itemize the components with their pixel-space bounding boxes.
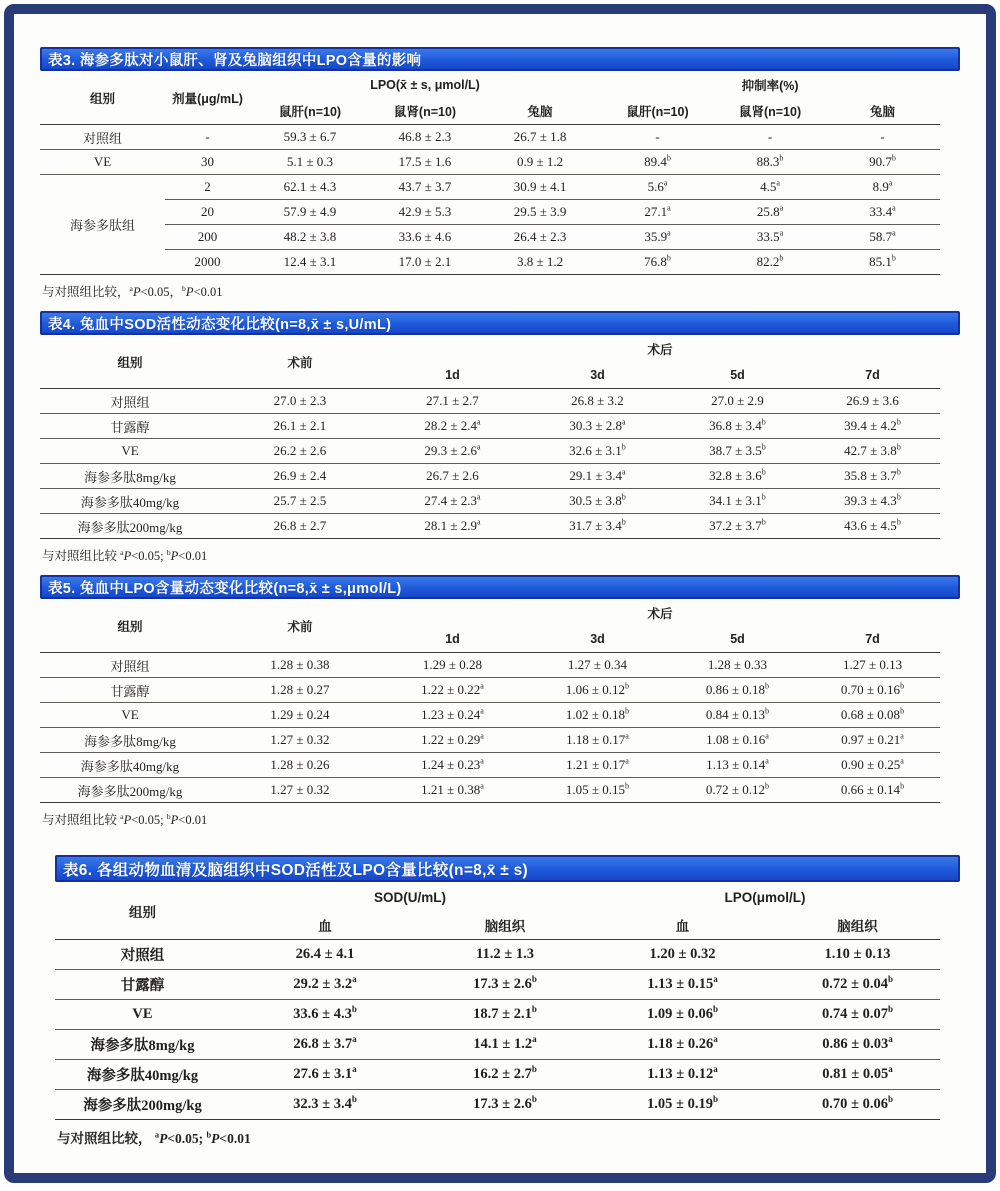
table-row <box>40 464 940 489</box>
value-cell: 89.4$^b$ <box>600 150 715 175</box>
value-cell: 82.2$^b$ <box>715 250 825 275</box>
table-row <box>40 225 940 250</box>
column-header: 术后 <box>647 343 673 357</box>
row-label-cell: 海参多肽40mg/kg <box>40 489 220 514</box>
row-label-cell: VE <box>40 150 165 175</box>
header-row <box>40 600 940 626</box>
value-cell: 11.2 ± 1.3 <box>420 940 590 970</box>
table-row <box>55 970 940 1000</box>
value-cell: - <box>715 125 825 150</box>
column-header: 7d <box>865 368 880 382</box>
row-label-cell: 海参多肽200mg/kg <box>40 514 220 539</box>
table-row <box>40 175 940 200</box>
value-cell: 18.7 ± 2.1$^b$ <box>420 1000 590 1030</box>
value-cell: 1.28 ± 0.38 <box>220 653 380 678</box>
value-cell: 5.6$^a$ <box>600 175 715 200</box>
value-cell: 30 <box>165 150 250 175</box>
value-cell: 0.97 ± 0.21$^a$ <box>805 728 940 753</box>
value-cell: 1.05 ± 0.15$^b$ <box>525 778 670 803</box>
value-cell: 0.70 ± 0.16$^b$ <box>805 678 940 703</box>
value-cell: 1.06 ± 0.12$^b$ <box>525 678 670 703</box>
value-cell: 0.68 ± 0.08$^b$ <box>805 703 940 728</box>
value-cell: 27.0 ± 2.3 <box>220 389 380 414</box>
table-row <box>40 250 940 275</box>
value-cell: 1.27 ± 0.34 <box>525 653 670 678</box>
table5-section <box>40 575 960 826</box>
value-cell: 1.21 ± 0.17$^a$ <box>525 753 670 778</box>
column-header: SOD(U/mL) <box>374 889 446 905</box>
value-cell: 1.13 ± 0.12$^a$ <box>590 1060 775 1090</box>
value-cell: 1.05 ± 0.19$^b$ <box>590 1090 775 1120</box>
value-cell: 25.8$^a$ <box>715 200 825 225</box>
value-cell: 31.7 ± 3.4$^b$ <box>525 514 670 539</box>
table-row <box>40 653 940 678</box>
value-cell: 29.3 ± 2.6$^a$ <box>380 439 525 464</box>
value-cell: 0.70 ± 0.06$^b$ <box>775 1090 940 1120</box>
column-header: 鼠肝(n=10) <box>278 105 342 119</box>
value-cell: 48.2 ± 3.8 <box>250 225 370 250</box>
value-cell: 0.84 ± 0.13$^b$ <box>670 703 805 728</box>
value-cell: 25.7 ± 2.5 <box>220 489 380 514</box>
column-header: 术前 <box>287 356 313 370</box>
table4-sod-dynamics <box>40 336 940 539</box>
column-header: 兔脑 <box>527 105 553 119</box>
value-cell: 1.29 ± 0.28 <box>380 653 525 678</box>
row-label-cell: 海参多肽8mg/kg <box>40 464 220 489</box>
column-header: 鼠肝(n=10) <box>626 105 689 119</box>
value-cell: 28.1 ± 2.9$^a$ <box>380 514 525 539</box>
value-cell: 43.6 ± 4.5$^b$ <box>805 514 940 539</box>
value-cell: 0.66 ± 0.14$^b$ <box>805 778 940 803</box>
column-header: 血 <box>318 919 332 934</box>
row-label-cell: 海参多肽8mg/kg <box>40 728 220 753</box>
value-cell: 26.4 ± 2.3 <box>480 225 600 250</box>
value-cell: 26.2 ± 2.6 <box>220 439 380 464</box>
value-cell: 35.9$^a$ <box>600 225 715 250</box>
row-label-cell: 20 <box>165 200 250 225</box>
row-label-cell: 对照组 <box>40 125 165 150</box>
value-cell: 26.4 ± 4.1 <box>230 940 420 970</box>
table5-footnote: 与对照组比较 $^a$P<0.05; $^b$P<0.01 <box>42 811 208 827</box>
value-cell: 1.28 ± 0.33 <box>670 653 805 678</box>
table-row <box>40 389 940 414</box>
column-header: 脑组织 <box>484 919 526 934</box>
column-header: 抑制率(%) <box>741 79 799 93</box>
value-cell: 5.1 ± 0.3 <box>250 150 370 175</box>
column-header: 术前 <box>287 620 313 634</box>
value-cell: 59.3 ± 6.7 <box>250 125 370 150</box>
value-cell: 1.13 ± 0.15$^a$ <box>590 970 775 1000</box>
table3-lpo-inhibition <box>40 72 940 275</box>
row-label-cell: VE <box>55 1000 230 1030</box>
column-header: 兔脑 <box>870 105 896 119</box>
row-label-cell: 200 <box>165 225 250 250</box>
value-cell: 37.2 ± 3.7$^b$ <box>670 514 805 539</box>
table-row <box>40 514 940 539</box>
value-cell: 1.21 ± 0.38$^a$ <box>380 778 525 803</box>
value-cell: 0.72 ± 0.04$^b$ <box>775 970 940 1000</box>
value-cell: 1.18 ± 0.26$^a$ <box>590 1030 775 1060</box>
value-cell: 14.1 ± 1.2$^a$ <box>420 1030 590 1060</box>
value-cell: 27.1$^a$ <box>600 200 715 225</box>
value-cell: 33.5$^a$ <box>715 225 825 250</box>
value-cell: 42.7 ± 3.8$^b$ <box>805 439 940 464</box>
value-cell: 58.7$^a$ <box>825 225 940 250</box>
value-cell: 29.1 ± 3.4$^a$ <box>525 464 670 489</box>
column-header: 血 <box>675 919 690 934</box>
value-cell: 12.4 ± 3.1 <box>250 250 370 275</box>
value-cell: 26.8 ± 3.7$^a$ <box>230 1030 420 1060</box>
row-label-cell: VE <box>40 703 220 728</box>
value-cell: 62.1 ± 4.3 <box>250 175 370 200</box>
value-cell: 34.1 ± 3.1$^b$ <box>670 489 805 514</box>
row-label-cell: 海参多肽8mg/kg <box>55 1030 230 1060</box>
table4-title-bar: 表4. 兔血中SOD活性动态变化比较(n=8,x̄ ± s,U/mL) <box>40 311 960 335</box>
value-cell: 0.90 ± 0.25$^a$ <box>805 753 940 778</box>
value-cell: 1.23 ± 0.24$^a$ <box>380 703 525 728</box>
value-cell: 90.7$^b$ <box>825 150 940 175</box>
value-cell: 30.9 ± 4.1 <box>480 175 600 200</box>
header-row <box>55 883 940 911</box>
value-cell: 28.2 ± 2.4$^a$ <box>380 414 525 439</box>
column-header: LPO(μmol/L) <box>724 889 806 905</box>
table4-section <box>40 311 960 562</box>
value-cell: 3.8 ± 1.2 <box>480 250 600 275</box>
value-cell: 1.08 ± 0.16$^a$ <box>670 728 805 753</box>
value-cell: 39.4 ± 4.2$^b$ <box>805 414 940 439</box>
column-header: 剂量(μg/mL) <box>172 92 243 106</box>
value-cell: 27.4 ± 2.3$^a$ <box>380 489 525 514</box>
column-header: 5d <box>730 632 745 646</box>
row-label-cell: 甘露醇 <box>55 970 230 1000</box>
column-header: 组别 <box>129 905 156 920</box>
column-header: 7d <box>865 632 880 646</box>
page-border-frame <box>4 4 996 1183</box>
table-row <box>40 200 940 225</box>
table-row <box>55 1030 940 1060</box>
table-row <box>55 1060 940 1090</box>
table3-section <box>40 47 960 298</box>
value-cell: 8.9$^a$ <box>825 175 940 200</box>
value-cell: 26.1 ± 2.1 <box>220 414 380 439</box>
value-cell: 26.8 ± 2.7 <box>220 514 380 539</box>
header-row <box>40 336 940 362</box>
value-cell: 1.24 ± 0.23$^a$ <box>380 753 525 778</box>
row-label-cell: 甘露醇 <box>40 414 220 439</box>
value-cell: 57.9 ± 4.9 <box>250 200 370 225</box>
table-row <box>40 678 940 703</box>
row-label-cell: VE <box>40 439 220 464</box>
table-row <box>40 728 940 753</box>
value-cell: 26.7 ± 1.8 <box>480 125 600 150</box>
value-cell: 33.6 ± 4.6 <box>370 225 480 250</box>
value-cell: 1.18 ± 0.17$^a$ <box>525 728 670 753</box>
value-cell: 1.02 ± 0.18$^b$ <box>525 703 670 728</box>
table3-footnote: 与对照组比较，$^a$P<0.05，$^b$P<0.01 <box>42 283 223 299</box>
value-cell: - <box>825 125 940 150</box>
value-cell: 42.9 ± 5.3 <box>370 200 480 225</box>
row-label-cell: 海参多肽40mg/kg <box>40 753 220 778</box>
column-header: LPO(x̄ ± s, μmol/L) <box>370 78 480 92</box>
value-cell: 1.27 ± 0.32 <box>220 728 380 753</box>
value-cell: 0.74 ± 0.07$^b$ <box>775 1000 940 1030</box>
value-cell: 36.8 ± 3.4$^b$ <box>670 414 805 439</box>
value-cell: 32.6 ± 3.1$^b$ <box>525 439 670 464</box>
table-row <box>40 414 940 439</box>
value-cell: 43.7 ± 3.7 <box>370 175 480 200</box>
value-cell: 1.10 ± 0.13 <box>775 940 940 970</box>
table-row <box>40 753 940 778</box>
value-cell: 30.5 ± 3.8$^b$ <box>525 489 670 514</box>
value-cell: 29.2 ± 3.2$^a$ <box>230 970 420 1000</box>
value-cell: 32.3 ± 3.4$^b$ <box>230 1090 420 1120</box>
value-cell: 17.3 ± 2.6$^b$ <box>420 1090 590 1120</box>
table3-title-bar: 表3. 海参多肽对小鼠肝、肾及兔脑组织中LPO含量的影响 <box>40 47 960 71</box>
table6-footnote: 与对照组比较， $^a$P<0.05; $^b$P<0.01 <box>57 1130 251 1146</box>
value-cell: 76.8$^b$ <box>600 250 715 275</box>
value-cell: 0.72 ± 0.12$^b$ <box>670 778 805 803</box>
column-header: 3d <box>590 632 605 646</box>
row-label-cell: 海参多肽组 <box>40 175 165 275</box>
column-header: 术后 <box>647 607 673 621</box>
value-cell: - <box>165 125 250 150</box>
value-cell: 27.6 ± 3.1$^a$ <box>230 1060 420 1090</box>
table-row <box>40 150 940 175</box>
value-cell: 33.6 ± 4.3$^b$ <box>230 1000 420 1030</box>
row-label-cell: 2000 <box>165 250 250 275</box>
column-header: 鼠肾(n=10) <box>393 105 457 119</box>
value-cell: 1.22 ± 0.22$^a$ <box>380 678 525 703</box>
table5-lpo-dynamics <box>40 600 940 803</box>
header-row <box>40 72 940 98</box>
table-row <box>55 940 940 970</box>
column-header: 5d <box>730 368 745 382</box>
table6-title-bar: 表6. 各组动物血清及脑组织中SOD活性及LPO含量比较(n=8,x̄ ± s) <box>55 855 960 882</box>
table-row <box>55 1000 940 1030</box>
table4-footnote: 与对照组比较 $^a$P<0.05; $^b$P<0.01 <box>42 547 208 563</box>
value-cell: 38.7 ± 3.5$^b$ <box>670 439 805 464</box>
column-header: 组别 <box>117 620 143 634</box>
table6-section <box>55 855 960 1146</box>
row-label-cell: 海参多肽40mg/kg <box>55 1060 230 1090</box>
column-header: 鼠肾(n=10) <box>738 105 802 119</box>
column-header: 1d <box>445 632 460 646</box>
row-label-cell: 对照组 <box>40 389 220 414</box>
value-cell: 1.27 ± 0.13 <box>805 653 940 678</box>
value-cell: 26.9 ± 2.4 <box>220 464 380 489</box>
value-cell: 27.0 ± 2.9 <box>670 389 805 414</box>
column-header: 脑组织 <box>837 919 878 934</box>
value-cell: 26.7 ± 2.6 <box>380 464 525 489</box>
value-cell: - <box>600 125 715 150</box>
value-cell: 35.8 ± 3.7$^b$ <box>805 464 940 489</box>
column-header: 组别 <box>117 356 143 370</box>
table-row <box>40 703 940 728</box>
value-cell: 0.9 ± 1.2 <box>480 150 600 175</box>
value-cell: 32.8 ± 3.6$^b$ <box>670 464 805 489</box>
column-header: 1d <box>445 368 460 382</box>
value-cell: 16.2 ± 2.7$^b$ <box>420 1060 590 1090</box>
value-cell: 26.8 ± 3.2 <box>525 389 670 414</box>
value-cell: 27.1 ± 2.7 <box>380 389 525 414</box>
value-cell: 2 <box>165 175 250 200</box>
row-label-cell: 海参多肽200mg/kg <box>55 1090 230 1120</box>
value-cell: 17.0 ± 2.1 <box>370 250 480 275</box>
value-cell: 17.5 ± 1.6 <box>370 150 480 175</box>
value-cell: 1.13 ± 0.14$^a$ <box>670 753 805 778</box>
value-cell: 1.09 ± 0.06$^b$ <box>590 1000 775 1030</box>
value-cell: 1.22 ± 0.29$^a$ <box>380 728 525 753</box>
value-cell: 33.4$^a$ <box>825 200 940 225</box>
table-row <box>40 489 940 514</box>
table6-serum-brain-comparison <box>55 883 940 1120</box>
column-header: 组别 <box>89 92 115 106</box>
value-cell: 85.1$^b$ <box>825 250 940 275</box>
value-cell: 0.81 ± 0.05$^a$ <box>775 1060 940 1090</box>
value-cell: 88.3$^b$ <box>715 150 825 175</box>
value-cell: 1.28 ± 0.26 <box>220 753 380 778</box>
table-row <box>40 439 940 464</box>
table-row <box>55 1090 940 1120</box>
value-cell: 26.9 ± 3.6 <box>805 389 940 414</box>
table5-title-bar: 表5. 兔血中LPO含量动态变化比较(n=8,x̄ ± s,μmol/L) <box>40 575 960 599</box>
row-label-cell: 海参多肽200mg/kg <box>40 778 220 803</box>
value-cell: 29.5 ± 3.9 <box>480 200 600 225</box>
value-cell: 39.3 ± 4.3$^b$ <box>805 489 940 514</box>
table-row <box>40 778 940 803</box>
value-cell: 1.28 ± 0.27 <box>220 678 380 703</box>
row-label-cell: 对照组 <box>55 940 230 970</box>
table-row <box>40 125 940 150</box>
value-cell: 0.86 ± 0.18$^b$ <box>670 678 805 703</box>
row-label-cell: 对照组 <box>40 653 220 678</box>
scanned-document-page <box>0 4 1000 1191</box>
column-header: 3d <box>590 368 605 382</box>
value-cell: 0.86 ± 0.03$^a$ <box>775 1030 940 1060</box>
value-cell: 17.3 ± 2.6$^b$ <box>420 970 590 1000</box>
row-label-cell: 甘露醇 <box>40 678 220 703</box>
value-cell: 30.3 ± 2.8$^a$ <box>525 414 670 439</box>
value-cell: 1.29 ± 0.24 <box>220 703 380 728</box>
value-cell: 4.5$^a$ <box>715 175 825 200</box>
value-cell: 46.8 ± 2.3 <box>370 125 480 150</box>
value-cell: 1.27 ± 0.32 <box>220 778 380 803</box>
value-cell: 1.20 ± 0.32 <box>590 940 775 970</box>
